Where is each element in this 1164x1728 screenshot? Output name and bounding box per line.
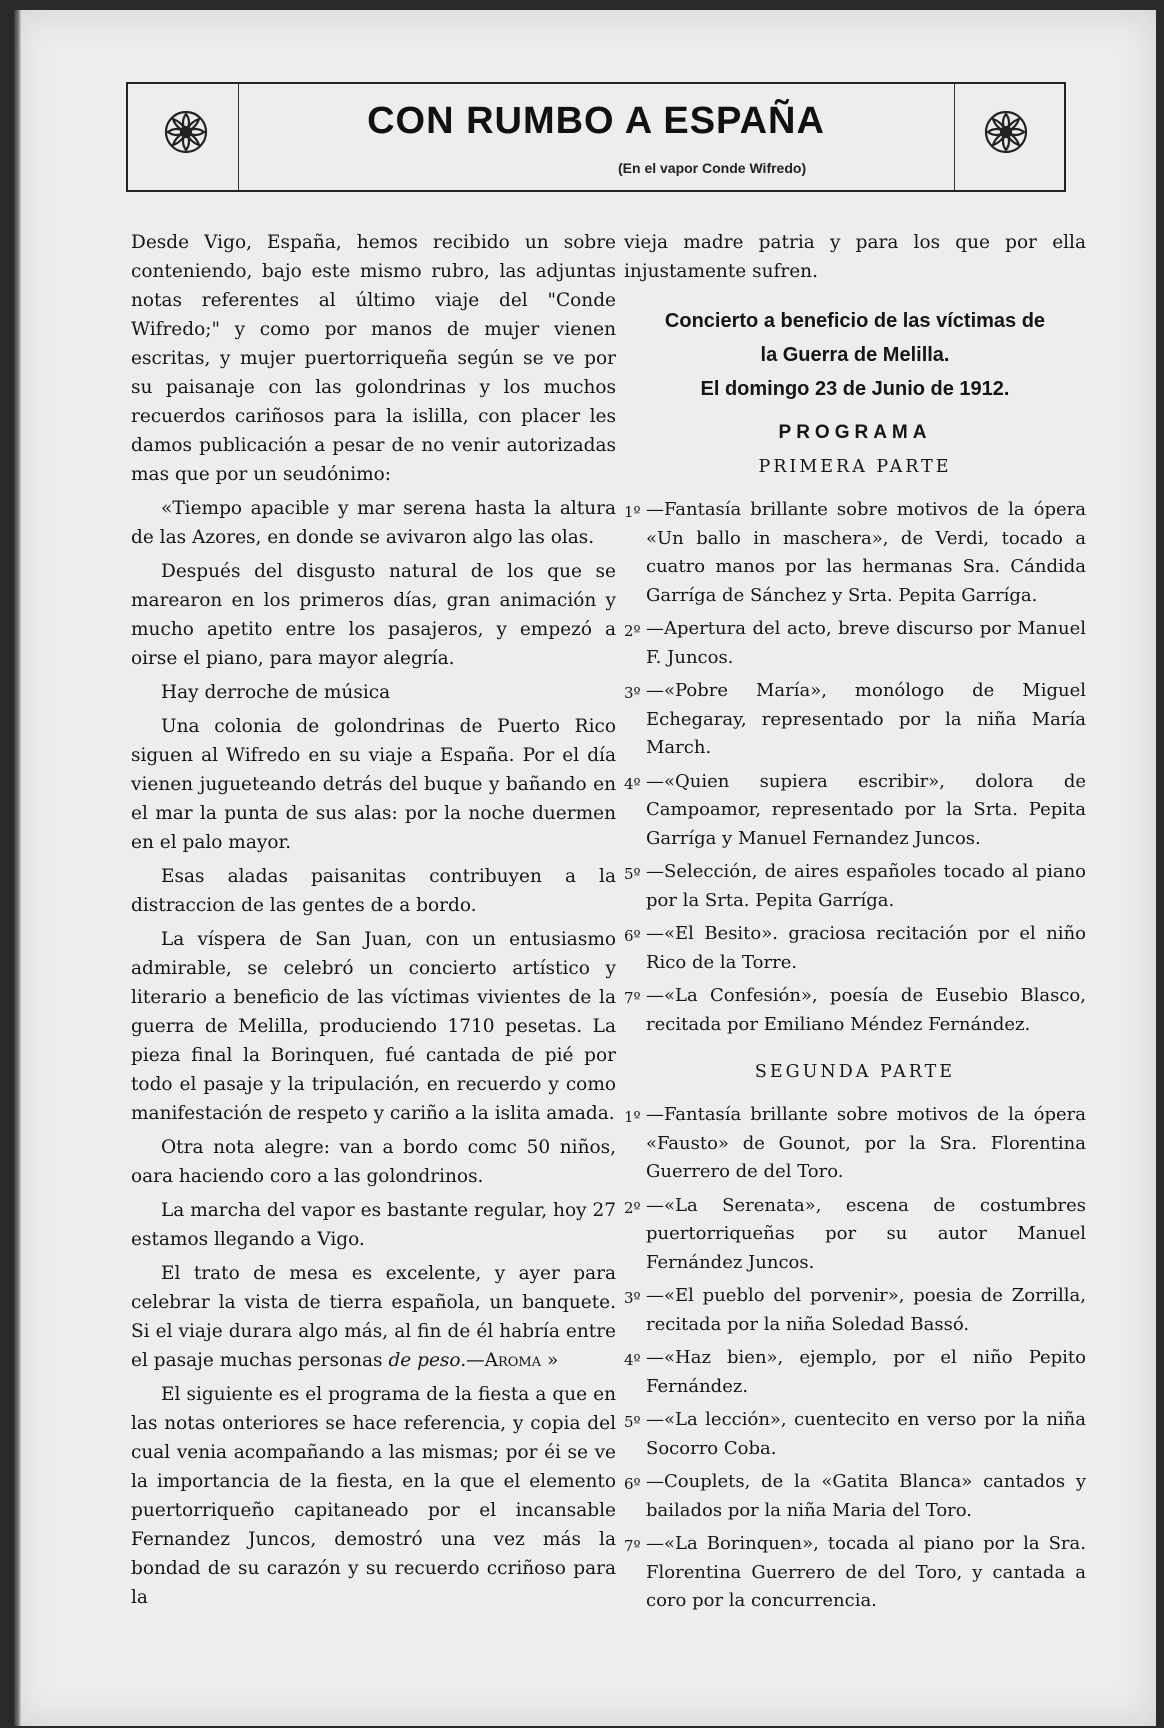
program-item-number: 4º (624, 774, 641, 793)
concert-line-2: la Guerra de Melilla. (760, 344, 950, 366)
program-item-number: 2º (624, 622, 641, 640)
program-item-text: —Apertura del acto, breve discurso por Manuel F. Juncos. (646, 618, 1086, 668)
program-item-text: —«La Serenata», escena de costumbres puertorriqueñas por su autor Manuel Fernández Juncos. (646, 1194, 1086, 1273)
article-header (126, 82, 1066, 192)
segunda-parte-heading: SEGUNDA PARTE (754, 1062, 956, 1082)
program-item (624, 920, 1086, 977)
program-item (624, 768, 1086, 854)
paragraph-with-signature (131, 1259, 616, 1375)
paragraph-text: El trato de mesa es excelente, y ayer para celebrar la vista de tierra española, un banquete. Si el viaje durara algo más, al fin de él habría entre el pasaje muchas personas (131, 1263, 616, 1371)
program-item-text: —«La Confesión», poesía de Eusebio Blasco, recitada por Emiliano Méndez Fernández. (646, 985, 1086, 1035)
paragraph: «Tiempo apacible y mar serena hasta la altura de las Azores, en donde se avivaron algo las olas. (131, 498, 616, 548)
program-item (624, 1406, 1086, 1463)
program-item (624, 982, 1086, 1039)
program-item (624, 496, 1086, 610)
program-item-text: —«Pobre María», monólogo de Miguel Echegaray, representado por la niña María March. (646, 680, 1086, 758)
paragraph: La víspera de San Juan, con un entusiasmo admirable, se celebró un concierto artístico y literario a beneficio de las víctimas vivientes de la guerra de Melilla, produciendo 1710 pesetas. La pieza final la Borinquen, fué cantada de pié por todo el pasaje y la tripulación, en recuerdo y como manifestación de respeto y cariño a la islita amada. (131, 929, 616, 1124)
program-item-number: 4º (624, 1351, 641, 1369)
concert-heading (624, 304, 1086, 406)
program-item (624, 1282, 1086, 1339)
program-item (624, 1101, 1086, 1187)
article-subtitle: (En el vapor Conde Wifredo) (618, 160, 807, 176)
paragraph: Esas aladas paisanitas contribuyen a la distraccion de las gentes de a bordo. (131, 866, 616, 916)
program-item-text: —«La lección», cuentecito en verso por la niña Socorro Coba. (646, 1409, 1086, 1459)
program-item-number: 2º (624, 1198, 641, 1217)
program-item-number: 7º (624, 1537, 641, 1555)
italic-phrase: de peso. (388, 1350, 467, 1371)
program-item (624, 1344, 1086, 1401)
program-item-text: —«El pueblo del porvenir», poesia de Zorrilla, recitada por la niña Soledad Bassó. (646, 1285, 1086, 1335)
program-item-number: 1º (624, 503, 641, 521)
program-item (624, 858, 1086, 915)
paragraph: Hay derroche de música (161, 682, 391, 703)
program-item-text: —Selección, de aires españoles tocado al piano por la Srta. Pepita Garríga. (646, 861, 1086, 911)
program-item-text: —«Haz bien», ejemplo, por el niño Pepito Fernández. (646, 1347, 1086, 1397)
program-item-text: —Fantasía brillante sobre motivos de la ópera «Un ballo in maschera», de Verdi, tocado a cuatro manos por las hermanas Sra. Cándida Garríga de Sánchez y Srta. Pepita Garríga. (646, 499, 1086, 606)
program-item (624, 1192, 1086, 1278)
article-title: CON RUMBO A ESPAÑA (367, 100, 825, 142)
program-item-number: 1º (624, 1108, 641, 1126)
program-item-text: —«El Besito». graciosa recitación por el niño Rico de la Torre. (646, 923, 1086, 973)
program-item (624, 677, 1086, 763)
segunda-parte-list (624, 1101, 1086, 1616)
paragraph: Desde Vigo, España, hemos recibido un sobre conteniendo, bajo este mismo rubro, las adjuntas notas referentes al último viaje del "Conde Wifredo;" y como por manos de mujer vienen escritas, y mujer puertorriqueña según se ve por su paisanaje con las golondrinas y los muchos recuerdos cariñosos para la islilla, con placer les damos publicación a pesar de no venir autorizadas mas que por un seudónimo: (131, 232, 616, 485)
primera-parte-list (624, 496, 1086, 1039)
program-item-text: —Couplets, de la «Gatita Blanca» cantados y bailados por la niña Maria del Toro. (646, 1471, 1086, 1521)
page (14, 10, 1156, 1726)
program-item (624, 1468, 1086, 1525)
program-item-number: 7º (624, 989, 641, 1007)
concert-line-3: El domingo 23 de Junio de 1912. (700, 378, 1010, 400)
program-item-number: 6º (624, 927, 641, 945)
program-item (624, 1530, 1086, 1616)
program-item-number: 3º (624, 684, 641, 702)
program-item-text: —«La Borinquen», tocada al piano por la Sra. Florentina Guerrero de del Toro, y cantada a coro por la concurrencia. (646, 1533, 1086, 1611)
program-item-number: 6º (624, 1475, 641, 1493)
program-item-number: 3º (624, 1289, 641, 1307)
paragraph: La marcha del vapor es bastante regular, hoy 27 estamos llegando a Vigo. (131, 1200, 616, 1250)
program-item-number: 5º (624, 865, 641, 883)
paragraph: Después del disgusto natural de los que se marearon en los primeros días, gran animación y mucho apetito entre los pasajeros, y empezó a oirse el piano, para mayor alegría. (131, 561, 616, 669)
program-item-text: —«Quien supiera escribir», dolora de Campoamor, representado por la Srta. Pepita Garríga y Manuel Fernandez Juncos. (646, 770, 1086, 849)
left-column (131, 228, 616, 1617)
program-item (624, 615, 1086, 672)
paragraph: Otra nota alegre: van a bordo comc 50 niños, oara haciendo coro a las golondrinos. (131, 1137, 616, 1187)
concert-line-1: Concierto a beneficio de las víctimas de (664, 310, 1046, 332)
paragraph: El siguiente es el programa de la fiesta a que en las notas onteriores se hace referencia, y copia del cual venia acompañando a las mismas; por éi se ve la importancia de la fiesta, en la que el elemento puertorriqueño capitaneado por el incansable Fernandez Juncos, demostró una vez más la bondad de su carazón y su recuerdo ccriñoso para la (131, 1384, 616, 1608)
signature: —Aroma » (466, 1350, 559, 1371)
programa-heading: PROGRAMA (778, 422, 932, 443)
program-item-text: —Fantasía brillante sobre motivos de la ópera «Fausto» de Gounot, por la Sra. Florentina Guerrero de del Toro. (646, 1104, 1086, 1182)
primera-parte-heading: PRIMERA PARTE (758, 457, 952, 477)
right-column (624, 228, 1086, 1621)
paragraph: Una colonia de golondrinas de Puerto Rico siguen al Wifredo en su viaje a España. Por el día vienen jugueteando detrás del buque y bañando en el mar la punta de sus alas: por la noche duermen en el palo mayor. (131, 716, 616, 853)
continuation-paragraph: vieja madre patria y para los que por ella injustamente sufren. (624, 232, 1086, 282)
binding-edge (14, 10, 21, 1726)
program-item-number: 5º (624, 1413, 641, 1431)
